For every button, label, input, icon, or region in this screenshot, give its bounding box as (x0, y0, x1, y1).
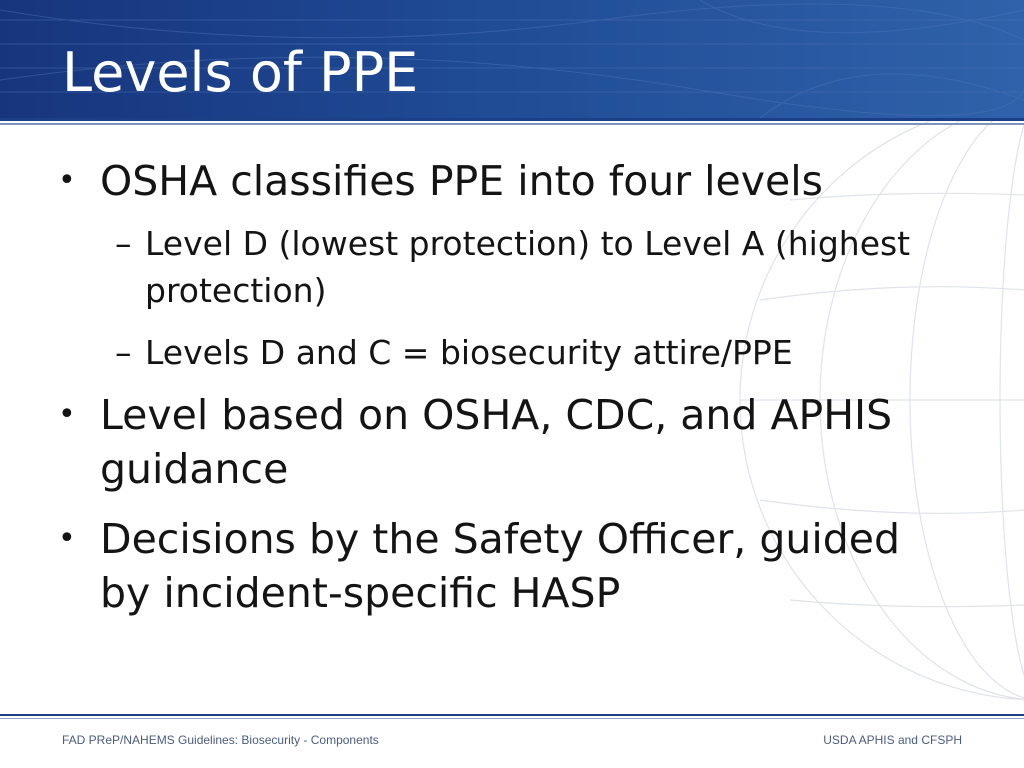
sub-bullet-text: Levels D and C = biosecurity attire/PPE (145, 333, 793, 372)
sub-bullet-marker: – (115, 333, 132, 372)
bullet-item (58, 388, 960, 496)
footer-divider-line-secondary (0, 718, 1024, 719)
sub-bullet-text: Level D (lowest protection) to Level A (highest protection) (145, 224, 911, 310)
sub-bullet-marker: – (115, 224, 132, 263)
bullet-text: Level based on OSHA, CDC, and APHIS guidance (100, 391, 893, 493)
bullet-marker: • (58, 521, 76, 556)
slide-title: Levels of PPE (62, 41, 419, 104)
bullet-item (58, 154, 960, 208)
sub-bullet-item (115, 329, 965, 376)
bullet-text: Decisions by the Safety Officer, guided by incident-specific HASP (100, 515, 901, 617)
footer-right-text: USDA APHIS and CFSPH (823, 733, 962, 747)
footer-left-text: FAD PReP/NAHEMS Guidelines: Biosecurity - Components (62, 733, 379, 747)
sub-bullet-item (115, 220, 965, 314)
bullet-marker: • (58, 163, 76, 198)
footer-divider-line (0, 714, 1024, 716)
bullet-item (58, 512, 960, 620)
bullet-text: OSHA classifies PPE into four levels (100, 157, 824, 205)
bullet-marker: • (58, 397, 76, 432)
